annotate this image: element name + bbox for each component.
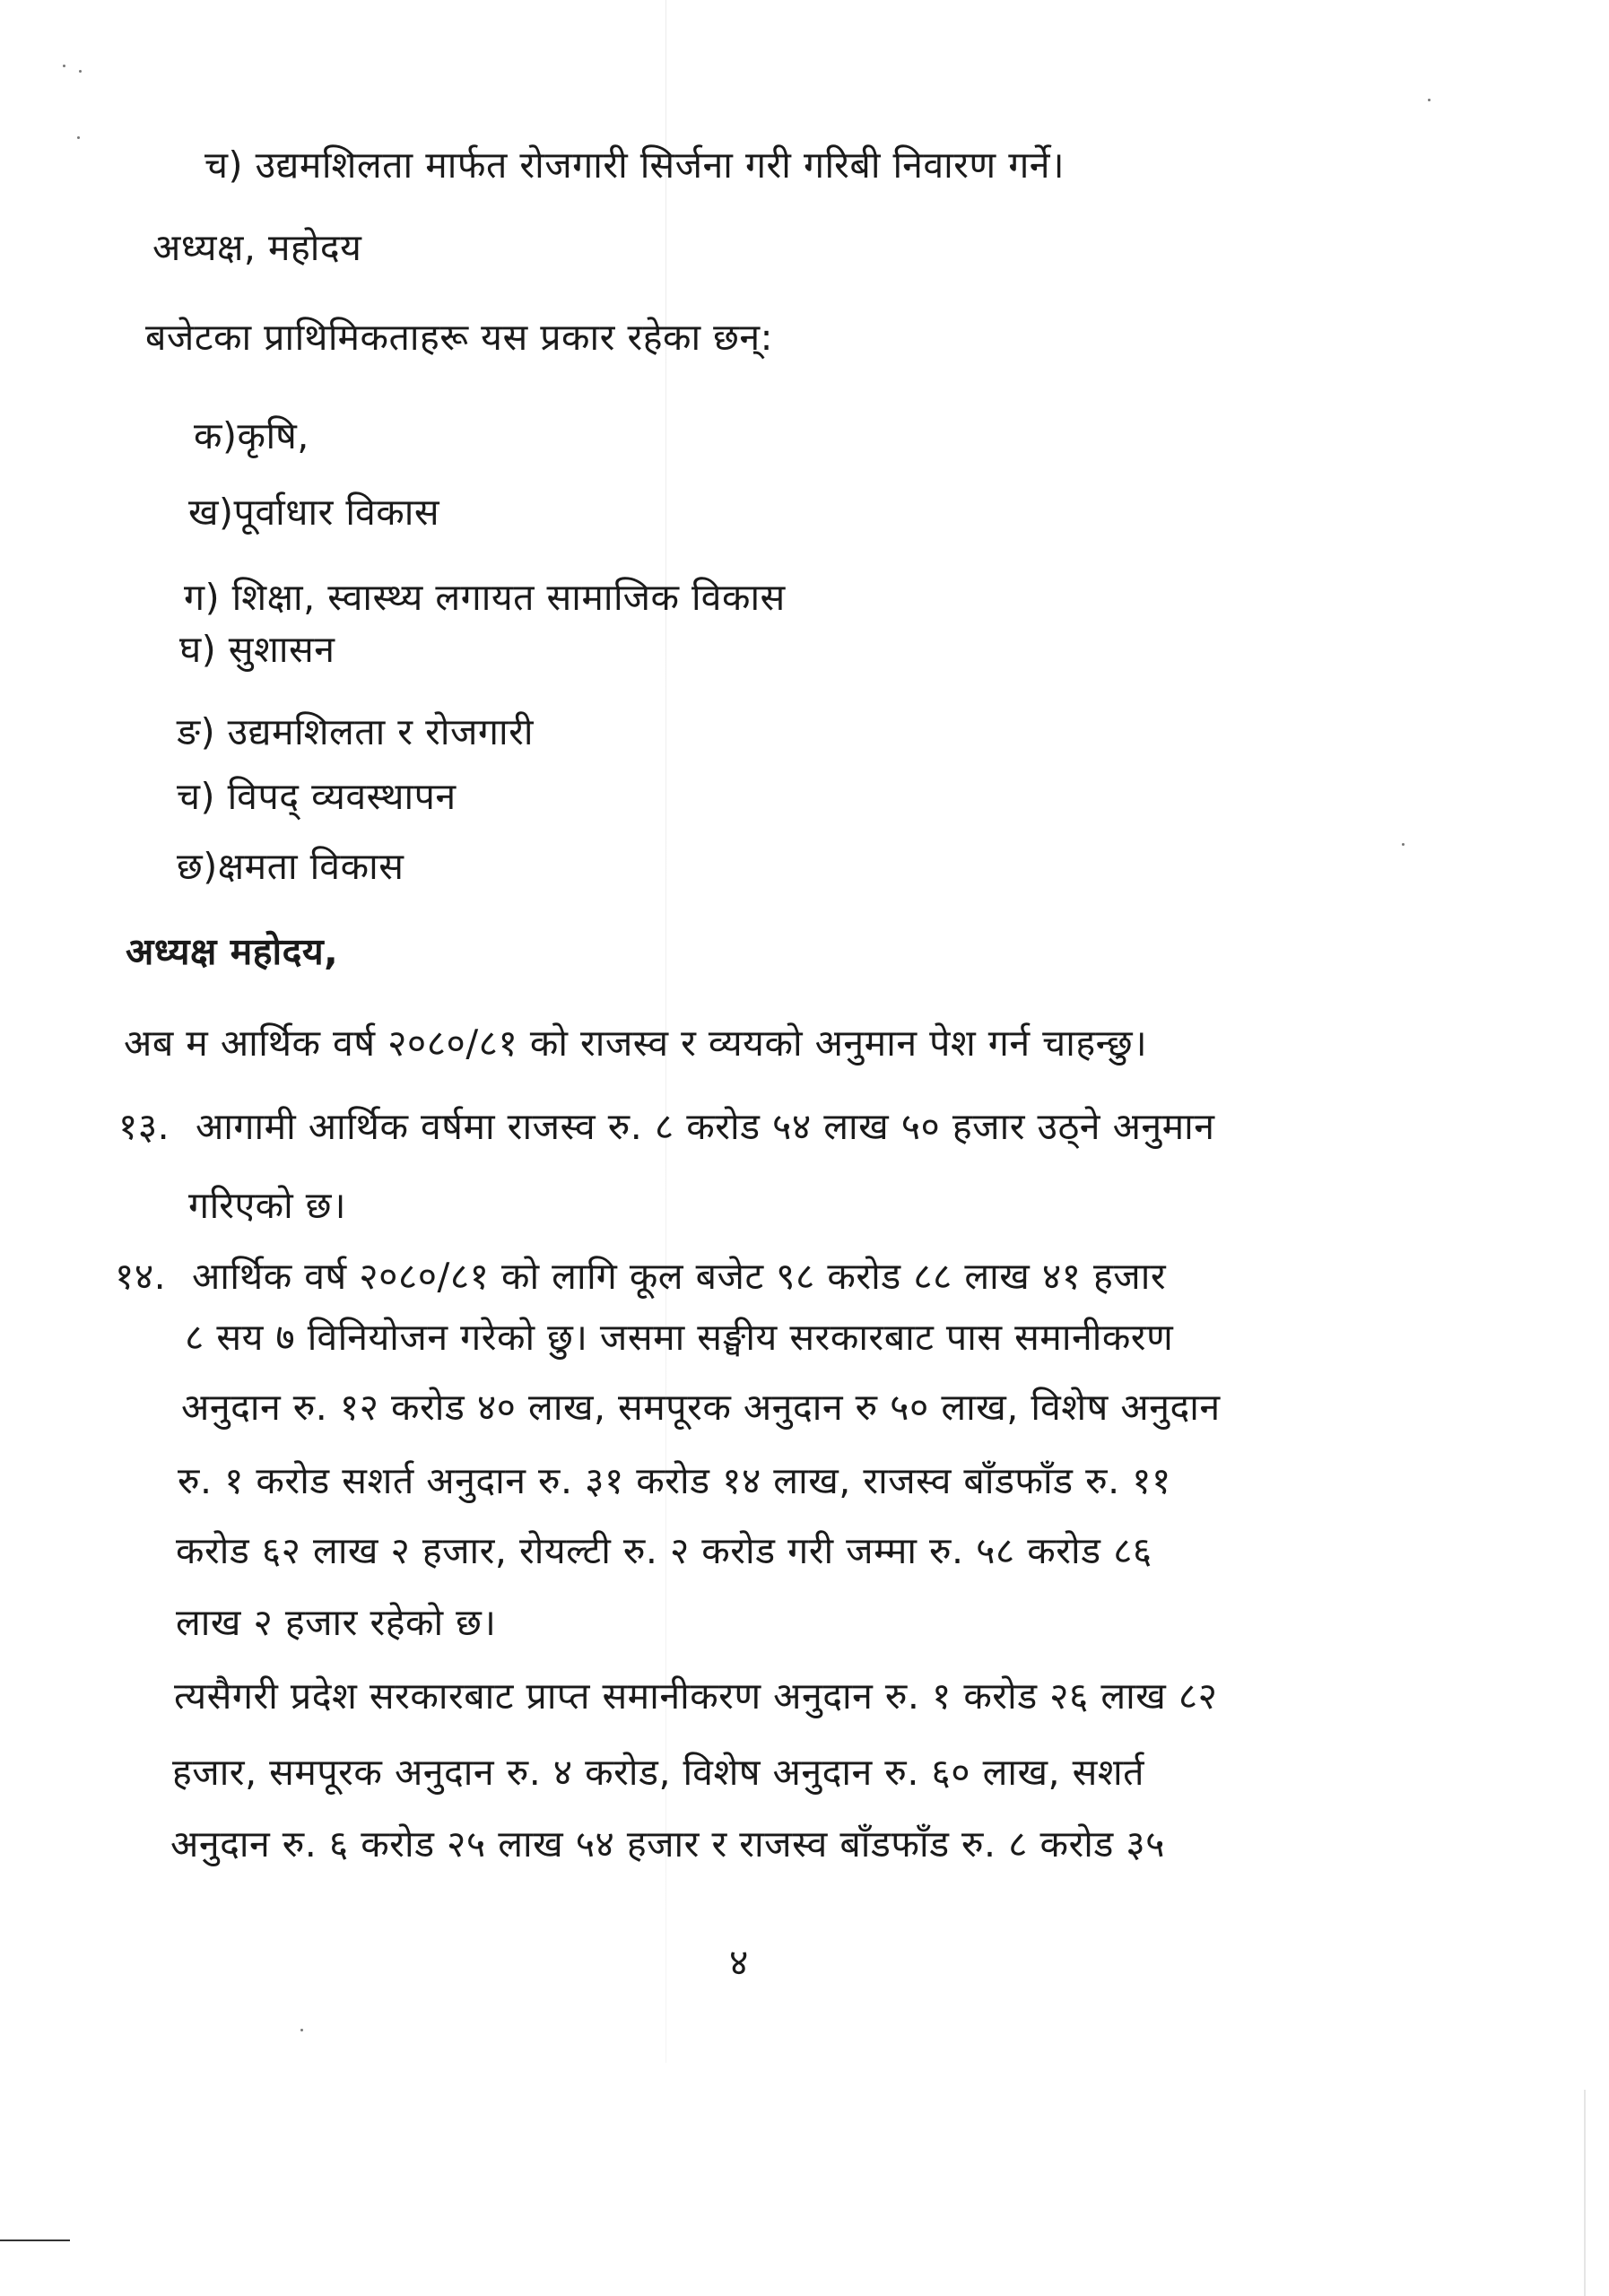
priority-item: क)कृषि, [194, 414, 309, 457]
priorities-heading: बजेटका प्राथिमिकताहरू यस प्रकार रहेका छन्: [145, 316, 773, 359]
paragraph-line: ८ सय ७ विनियोजन गरेको छु। जसमा सङ्घीय सरकारबाट पास समानीकरण [185, 1316, 1174, 1359]
paragraph-line: अनुदान रु. ६ करोड २५ लाख ५४ हजार र राजस्व बाँडफाँड रु. ८ करोड ३५ [170, 1822, 1165, 1866]
priority-item: ग) शिक्षा, स्वास्थ्य लगायत सामाजिक विकास [184, 576, 786, 619]
paragraph-line: करोड ६२ लाख २ हजार, रोयल्टी रु. २ करोड गरी जम्मा रु. ५८ करोड ८६ [176, 1529, 1152, 1572]
priority-item: च) विपद् व्यवस्थापन [177, 775, 457, 818]
margin-mark [0, 2239, 70, 2241]
priority-item: ख)पूर्वाधार विकास [188, 491, 440, 534]
scan-speck [77, 136, 80, 139]
scan-speck [79, 70, 82, 73]
scan-speck [1428, 99, 1431, 101]
objective-item-cha: च) उद्यमशिलता मार्फत रोजगारी सिर्जना गरी गरिबी निवारण गर्ने। [204, 144, 1065, 187]
address-chair: अध्यक्ष, महोदय [152, 226, 362, 269]
scan-edge-mark [1584, 2090, 1586, 2296]
paragraph-line: त्यसैगरी प्रदेश सरकारबाट प्राप्त समानीकरण अनुदान रु. १ करोड २६ लाख ८२ [174, 1674, 1218, 1718]
priority-item: ङ) उद्यमशिलता र रोजगारी [177, 710, 534, 753]
priority-item: घ) सुशासन [179, 628, 335, 671]
priority-item: छ)क्षमता विकास [177, 845, 404, 888]
address-chair-bold: अध्यक्ष महोदय, [126, 930, 339, 973]
scan-speck [1402, 843, 1405, 846]
paragraph-line: गरिएको छ। [188, 1184, 347, 1227]
paragraph-number: १४. [115, 1255, 167, 1298]
scan-speck [300, 2029, 303, 2031]
paragraph-line: हजार, समपूरक अनुदान रु. ४ करोड, विशेष अनुदान रु. ६० लाख, सशर्त [172, 1751, 1145, 1794]
paragraph-line: आर्थिक वर्ष २०८०/८१ को लागि कूल बजेट ९८ करोड ८८ लाख ४१ हजार [192, 1255, 1167, 1298]
estimate-intro: अब म आर्थिक वर्ष २०८०/८१ को राजस्व र व्ययको अनुमान पेश गर्न चाहन्छु। [124, 1022, 1148, 1065]
paragraph-line: अनुदान रु. १२ करोड ४० लाख, समपूरक अनुदान रु ५० लाख, विशेष अनुदान [181, 1386, 1221, 1429]
paragraph-number: १३. [118, 1105, 170, 1148]
page-number: ४ [729, 1941, 749, 1984]
scan-speck [63, 65, 65, 67]
paragraph-line: रु. १ करोड सशर्त अनुदान रु. ३१ करोड १४ लाख, राजस्व बाँडफाँड रु. ११ [178, 1459, 1171, 1502]
paragraph-line: आगामी आर्थिक वर्षमा राजस्व रु. ८ करोड ५४ लाख ५० हजार उठ्ने अनुमान [196, 1105, 1215, 1148]
paragraph-line: लाख २ हजार रहेको छ। [176, 1601, 497, 1644]
